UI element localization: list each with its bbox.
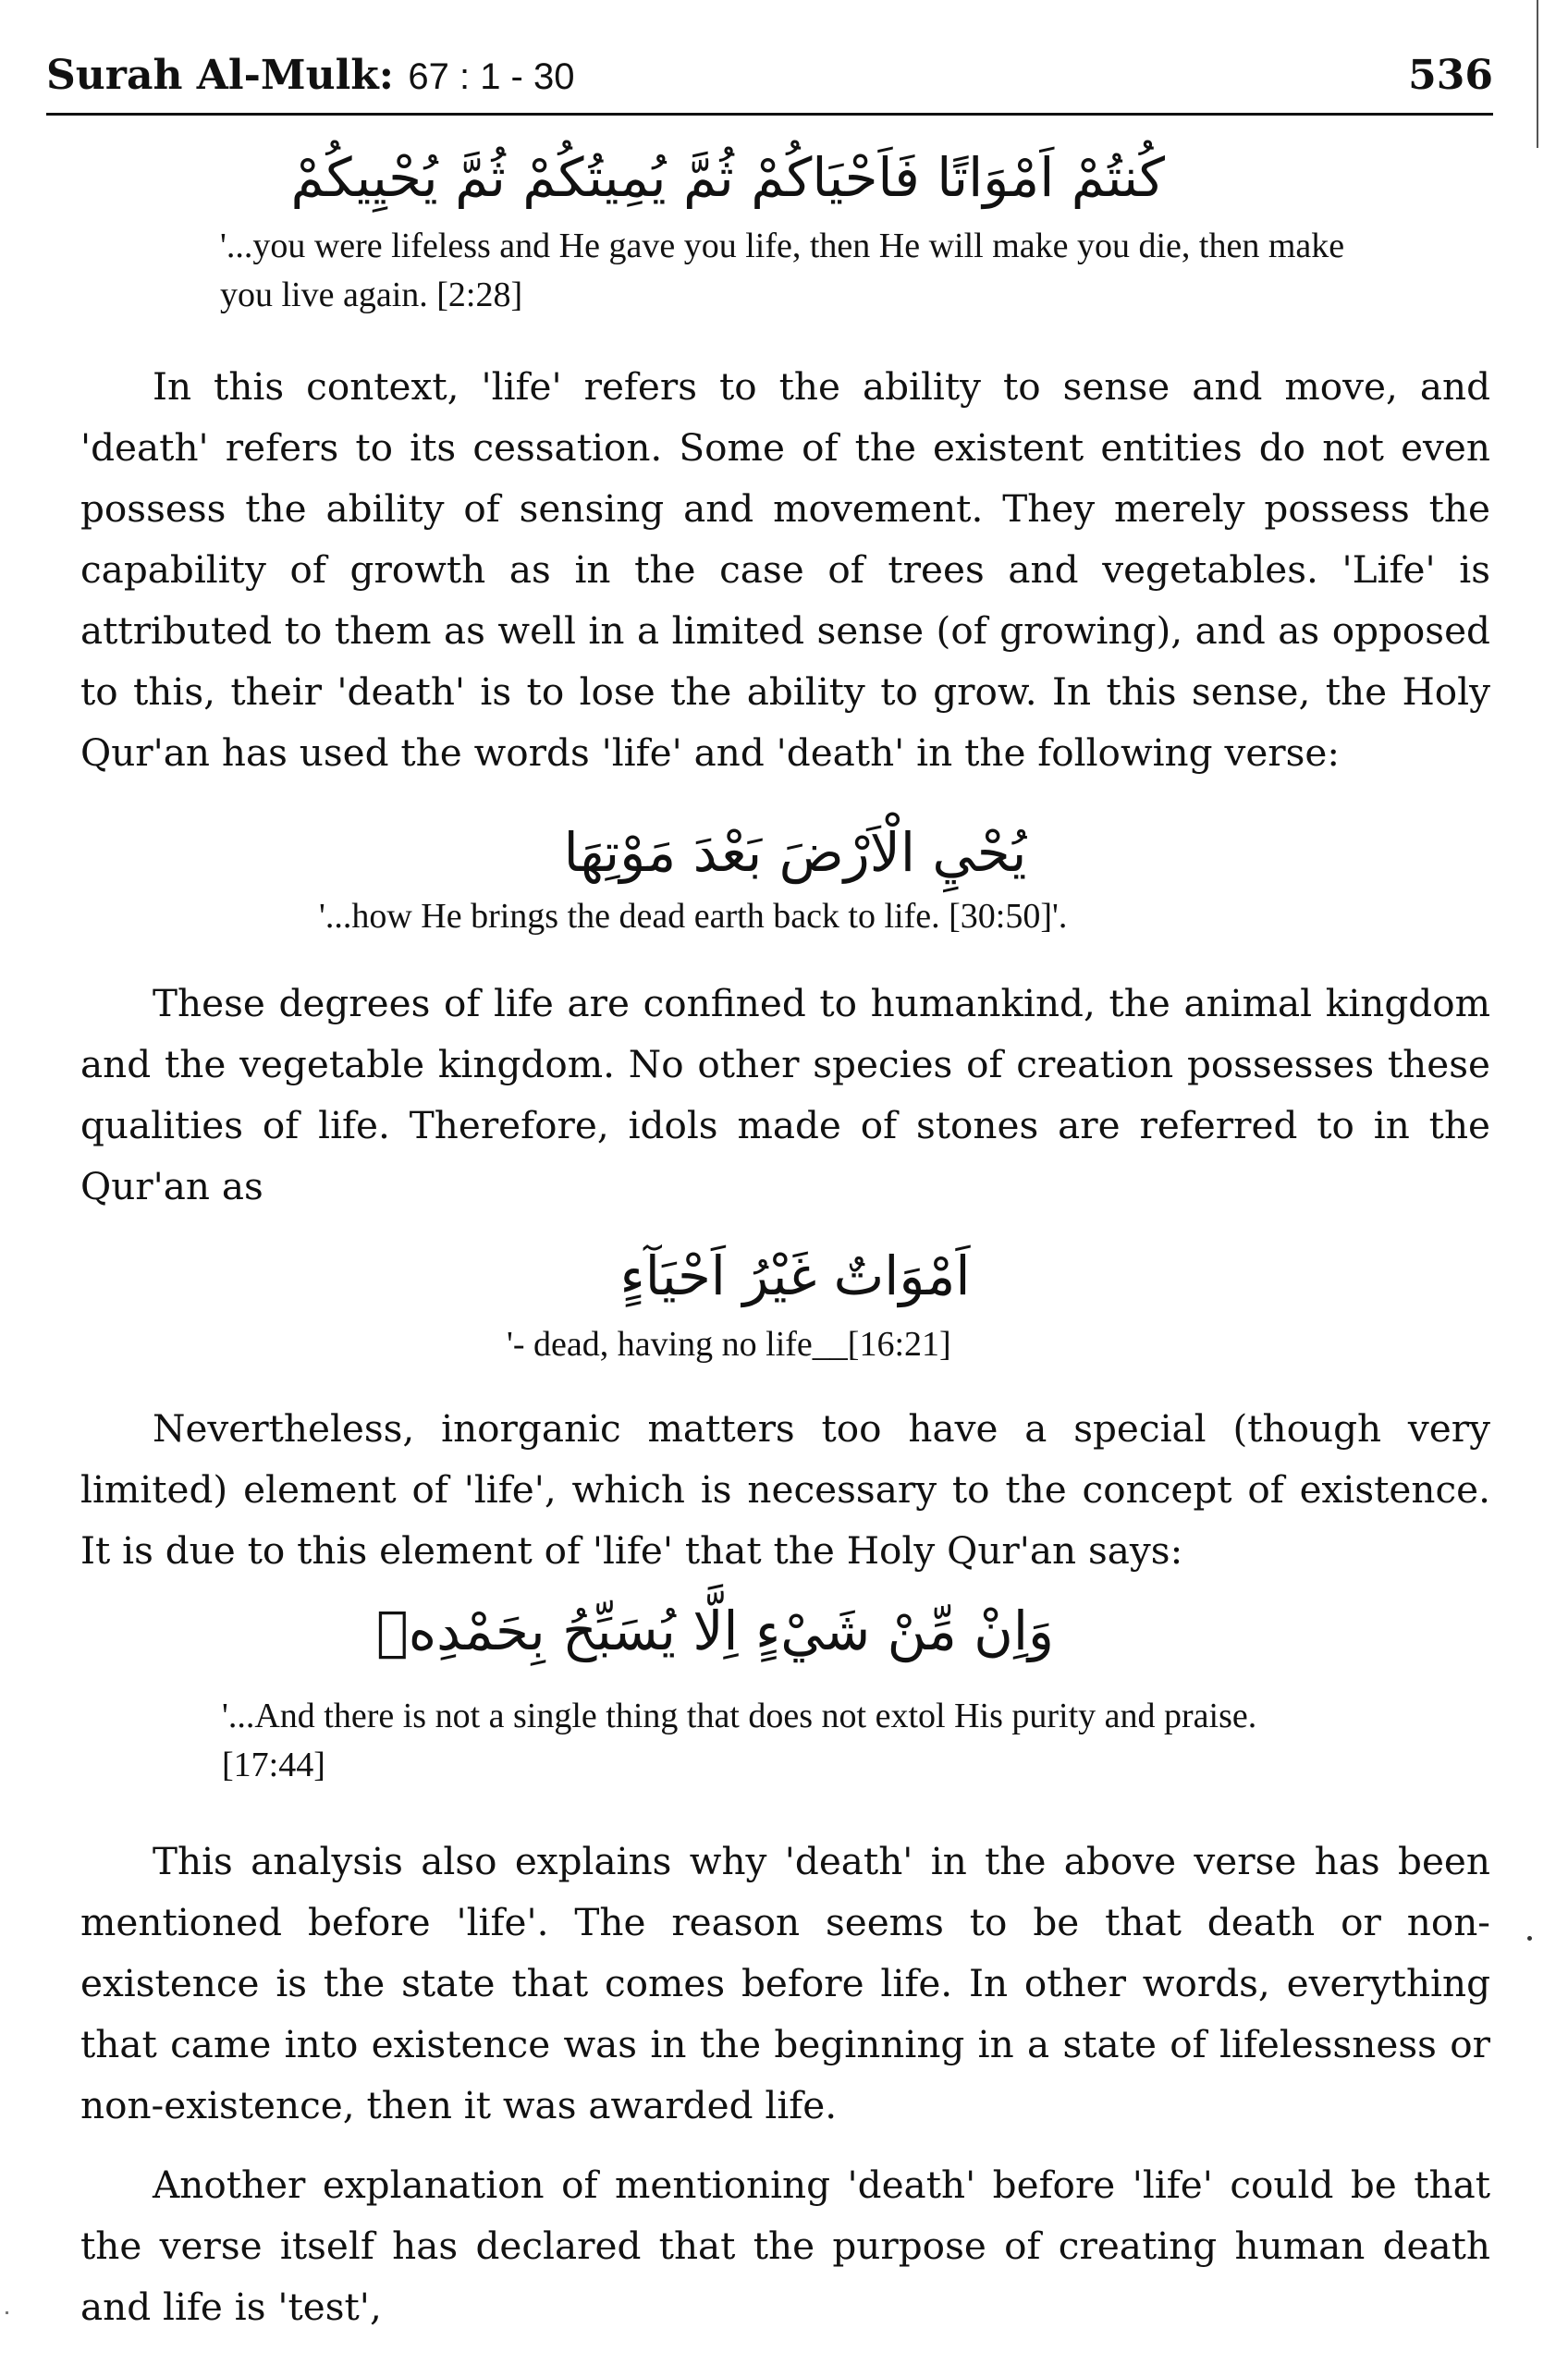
translation-quote-4: '...And there is not a single thing that does not extol His purity and praise. [17:44] <box>222 1697 1257 1784</box>
paragraph-3-text: Nevertheless, inorganic matters too have a special (though very limited) element of 'life', which is necessary to the concept of existence. It is due to this element of 'life' that the Holy Qur'an says: <box>80 1406 1490 1573</box>
stray-mark <box>6 2311 8 2314</box>
page-edge-line <box>1537 0 1538 148</box>
header-title <box>46 48 574 104</box>
paragraph-1-text: In this context, 'life' refers to the ability to sense and move, and 'death' refers to its cessation. Some of the existent entities do not even possess the ability of sensing and movement. They merely possess the capability of growth as in the case of trees and vegetables. 'Life' is attributed to them as well in a limited sense (of growing), and as opposed to this, their 'death' is to lose the ability to grow. In this sense, the Holy Qur'an has used the words 'life' and 'death' in the following verse: <box>80 364 1490 775</box>
paragraph-5 <box>80 2154 1490 2337</box>
arabic-verse-4: وَاِنْ مِّنْ شَيْءٍ اِلَّا يُسَبِّحُ بِحَمْدِهٖ <box>375 1599 1054 1662</box>
paragraph-5-text: Another explanation of mentioning 'death' before 'life' could be that the verse itself has declared that the purpose of creating human death and life is 'test', <box>80 2163 1490 2329</box>
page-number: 536 <box>1408 52 1493 99</box>
translation-quote-1: '...you were lifeless and He gave you life, then He will make you die, then make you live again. [2:28] <box>220 227 1345 314</box>
translation-quote-3: '- dead, having no life__[16:21] <box>507 1325 951 1364</box>
translation-quote-2: '...how He brings the dead earth back to life. [30:50]'. <box>319 897 1068 936</box>
header-divider <box>46 113 1493 116</box>
arabic-verse-2: يُحْيِ الْاَرْضَ بَعْدَ مَوْتِهَا <box>563 821 1027 884</box>
stray-mark <box>1527 1936 1532 1941</box>
paragraph-2-text: These degrees of life are confined to humankind, the animal kingdom and the vegetable kingdom. No other species of creation possesses these qualities of life. Therefore, idols made of stones are referred to in the Qur'an as <box>80 981 1490 1208</box>
surah-reference: 67 : 1 - 30 <box>408 56 575 97</box>
paragraph-4 <box>80 1831 1490 2136</box>
paragraph-1 <box>80 356 1490 783</box>
paragraph-3 <box>80 1398 1490 1581</box>
paragraph-2 <box>80 973 1490 1217</box>
surah-title: Surah Al-Mulk: <box>46 52 395 99</box>
paragraph-4-text: This analysis also explains why 'death' in the above verse has been mentioned before 'life'. The reason seems to be that death or non-existence is the state that comes before life. In other words, everything that came into existence was in the beginning in a state of lifelessness or non-existence, then it was awarded life. <box>80 1839 1490 2127</box>
arabic-verse-3: اَمْوَاتٌ غَيْرُ اَحْيَآءٍ <box>619 1244 971 1307</box>
running-header <box>46 48 1493 111</box>
arabic-verse-1: كُنتُمْ اَمْوَاتًا فَاَحْيَاكُمْ ثُمَّ يُمِيتُكُمْ ثُمَّ يُحْيِيكُمْ <box>290 146 1165 209</box>
